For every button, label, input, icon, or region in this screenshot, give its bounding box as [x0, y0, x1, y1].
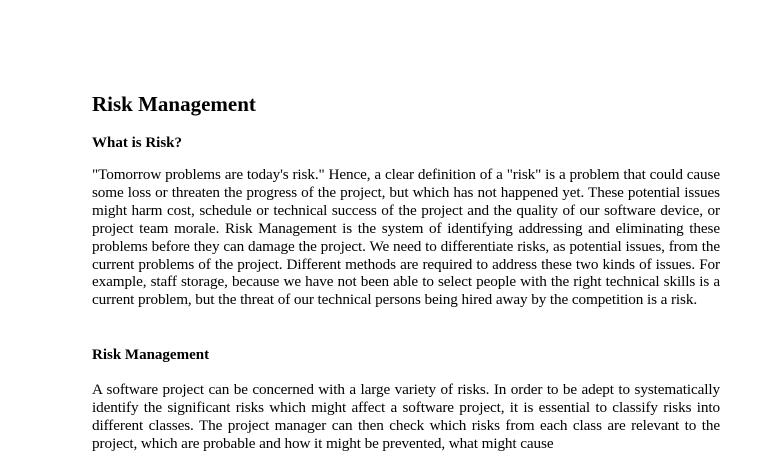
section-heading-what-is-risk: What is Risk? [92, 135, 183, 151]
section-heading-risk-management: Risk Management [92, 347, 210, 363]
paragraph-risk-management: A software project can be concerned with a large variety of risks. In order to be adept to systematically identify the significant risks which might affect a software project, it is essential to classify risks into different classes. The project manager can then check which risks from each class are relevant to the project, which are probable and how it might be prevented, what might cause [92, 381, 720, 452]
document-title: Risk Management [92, 92, 256, 116]
paragraph-what-is-risk: "Tomorrow problems are today's risk." Hence, a clear definition of a "risk" is a problem that could cause some loss or threaten the progress of the project, but which has not happened yet. These potential issues might harm cost, schedule or technical success of the project and the quality of our software device, or project team morale. Risk Management is the system of identifying addressing and eliminating these problems before they can damage the project. We need to differentiate risks, as potential issues, from the current problems of the project. Different methods are required to address these two kinds of issues. For example, staff storage, because we have not been able to select people with the right technical skills is a current problem, but the threat of our technical persons being hired away by the competition is a risk. [92, 166, 720, 309]
